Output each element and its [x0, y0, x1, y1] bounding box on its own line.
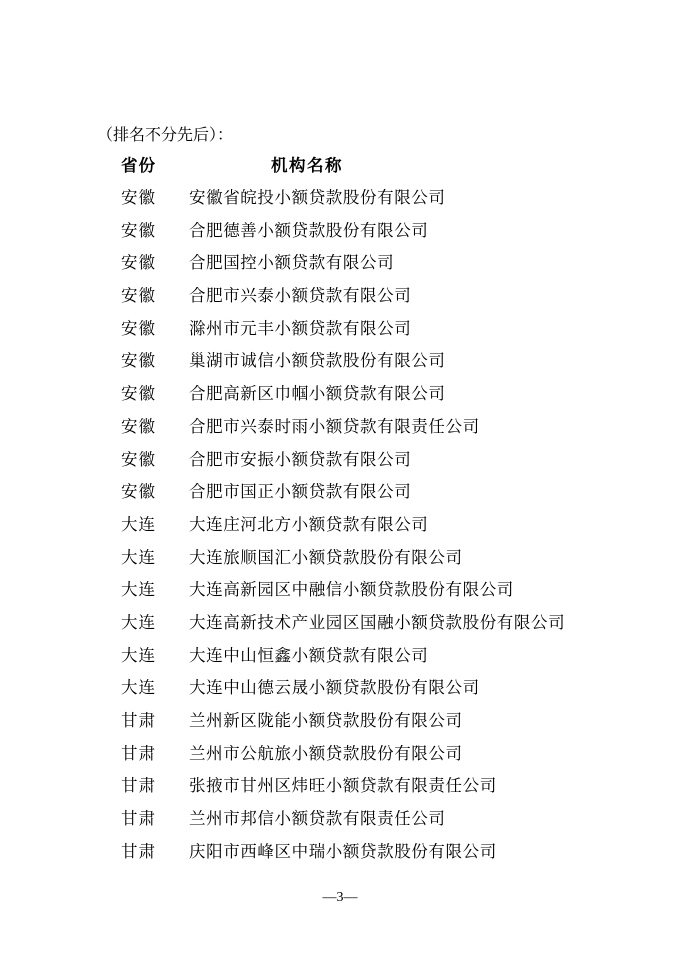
- table-row: [0, 284, 680, 317]
- table-row: [0, 611, 680, 644]
- row-institution: 合肥市兴泰小额贷款有限公司: [189, 286, 412, 306]
- table-row: [0, 349, 680, 382]
- header-province: 省份: [121, 156, 156, 175]
- row-province: 大连: [121, 678, 156, 698]
- table-row: [0, 251, 680, 284]
- row-institution: 兰州市公航旅小额贷款股份有限公司: [189, 743, 463, 763]
- table-row: [0, 742, 680, 775]
- row-province: 安徽: [121, 449, 156, 469]
- table-row: [0, 578, 680, 611]
- ranking-note: （排名不分先后）：: [97, 125, 234, 144]
- row-province: 安徽: [121, 286, 156, 306]
- table-row: [0, 415, 680, 448]
- table-row: [0, 382, 680, 415]
- row-province: 大连: [121, 514, 156, 534]
- row-province: 大连: [121, 645, 156, 665]
- institution-list: [0, 186, 680, 872]
- table-row: [0, 186, 680, 219]
- header-institution: 机构名称: [271, 156, 343, 175]
- table-row: [0, 807, 680, 840]
- table-row: [0, 774, 680, 807]
- table-row: [0, 676, 680, 709]
- row-institution: 合肥高新区巾帼小额贷款有限公司: [189, 384, 446, 404]
- row-institution: 合肥市安振小额贷款有限公司: [189, 449, 412, 469]
- table-row: [0, 644, 680, 677]
- table-row: [0, 840, 680, 873]
- page-number: —3—: [322, 890, 358, 905]
- row-province: 安徽: [121, 318, 156, 338]
- row-province: 安徽: [121, 384, 156, 404]
- row-institution: 庆阳市西峰区中瑞小额贷款股份有限公司: [189, 841, 497, 861]
- row-institution: 滁州市元丰小额贷款有限公司: [189, 318, 412, 338]
- row-institution: 安徽省皖投小额贷款股份有限公司: [189, 188, 446, 207]
- table-row: [0, 709, 680, 742]
- row-institution: 大连中山德云晟小额贷款股份有限公司: [189, 678, 480, 698]
- row-province: 甘肃: [121, 841, 156, 861]
- row-institution: 大连旅顺国汇小额贷款股份有限公司: [189, 547, 463, 567]
- table-row: [0, 219, 680, 252]
- row-province: 安徽: [121, 351, 156, 371]
- row-institution: 兰州市邦信小额贷款有限责任公司: [189, 809, 446, 829]
- row-province: 甘肃: [121, 776, 156, 796]
- table-row: [0, 317, 680, 350]
- row-province: 甘肃: [121, 743, 156, 763]
- row-province: 大连: [121, 547, 156, 567]
- row-province: 安徽: [121, 188, 156, 207]
- row-province: 安徽: [121, 220, 156, 240]
- row-institution: 巢湖市诚信小额贷款股份有限公司: [189, 351, 446, 371]
- row-institution: 兰州新区陇能小额贷款股份有限公司: [189, 711, 463, 730]
- row-institution: 合肥市兴泰时雨小额贷款有限责任公司: [189, 416, 480, 436]
- row-province: 安徽: [121, 482, 156, 502]
- row-province: 甘肃: [121, 711, 156, 730]
- row-institution: 大连中山恒鑫小额贷款有限公司: [189, 645, 429, 665]
- row-institution: 张掖市甘州区炜旺小额贷款有限责任公司: [189, 776, 497, 796]
- row-institution: 大连庄河北方小额贷款有限公司: [189, 514, 429, 534]
- row-province: 大连: [121, 580, 156, 600]
- row-province: 甘肃: [121, 809, 156, 829]
- row-institution: 合肥市国正小额贷款有限公司: [189, 482, 412, 502]
- table-row: [0, 513, 680, 546]
- table-row: [0, 546, 680, 579]
- row-province: 安徽: [121, 416, 156, 436]
- table-row: [0, 448, 680, 481]
- row-institution: 大连高新园区中融信小额贷款股份有限公司: [189, 580, 514, 600]
- row-institution: 合肥德善小额贷款股份有限公司: [189, 220, 429, 240]
- row-institution: 合肥国控小额贷款有限公司: [189, 253, 395, 273]
- row-institution: 大连高新技术产业园区国融小额贷款股份有限公司: [189, 612, 566, 632]
- row-province: 大连: [121, 612, 156, 632]
- row-province: 安徽: [121, 253, 156, 273]
- table-header: [0, 154, 680, 178]
- table-row: [0, 480, 680, 513]
